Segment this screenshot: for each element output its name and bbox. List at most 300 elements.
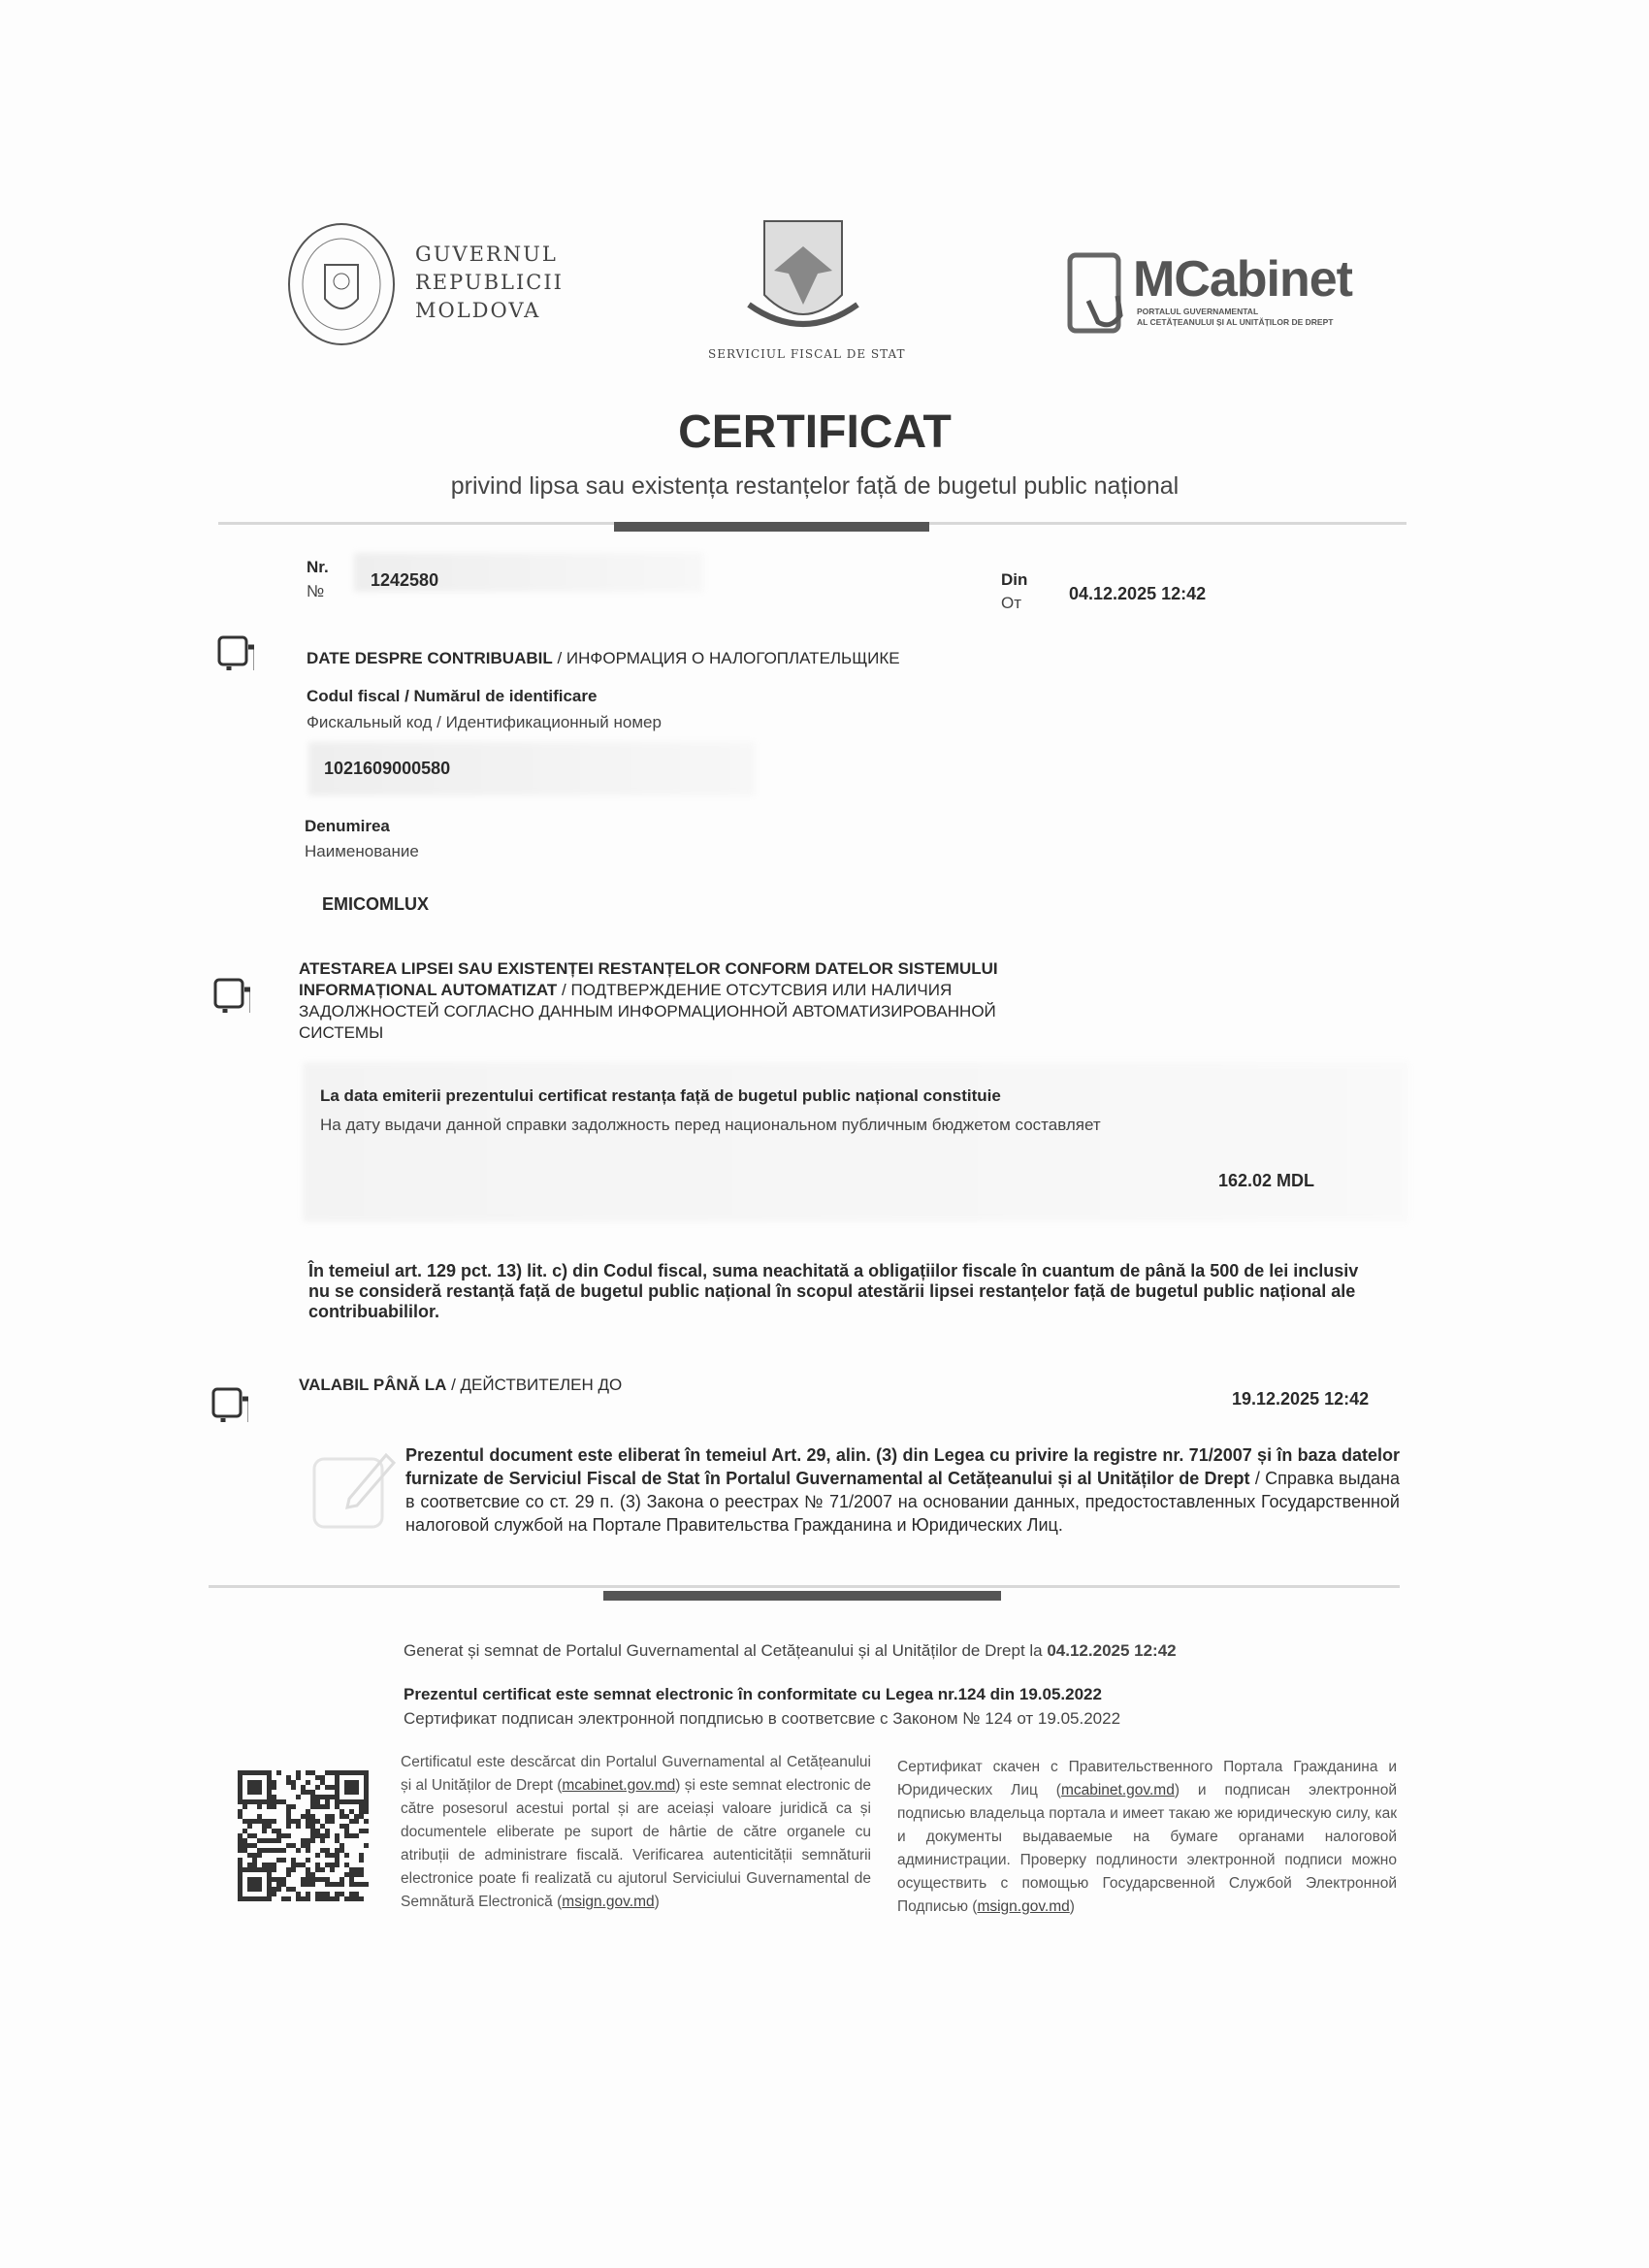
- qr-module: [359, 1809, 364, 1814]
- qr-module: [247, 1882, 252, 1887]
- qr-module: [359, 1853, 364, 1858]
- fiscal-service-emblem-logo: [745, 217, 861, 341]
- qr-module: [335, 1892, 340, 1896]
- qr-module: [252, 1853, 257, 1858]
- qr-module: [296, 1795, 301, 1799]
- mcabinet-hand-icon: [1067, 252, 1129, 336]
- copy-icon: [217, 635, 254, 670]
- qr-module: [276, 1829, 281, 1833]
- qr-module: [242, 1799, 247, 1804]
- qr-module: [267, 1863, 272, 1867]
- qr-module: [349, 1785, 354, 1790]
- valid-until-date: 19.12.2025 12:42: [1232, 1389, 1370, 1409]
- date-label: Din: [1001, 570, 1028, 589]
- qr-module: [315, 1833, 320, 1838]
- qr-module: [262, 1848, 267, 1853]
- qr-module: [296, 1824, 301, 1829]
- qr-module: [354, 1780, 359, 1785]
- qr-module: [238, 1795, 242, 1799]
- qr-module: [310, 1833, 315, 1838]
- qr-module: [315, 1795, 320, 1799]
- qr-module: [364, 1795, 369, 1799]
- qr-module: [247, 1780, 252, 1785]
- qr-module: [325, 1785, 330, 1790]
- qr-module: [252, 1819, 257, 1824]
- qr-module: [247, 1819, 252, 1824]
- qr-module: [344, 1814, 349, 1819]
- qr-module: [238, 1887, 242, 1892]
- qr-module: [320, 1838, 325, 1843]
- qr-module: [286, 1872, 291, 1877]
- qr-module: [306, 1877, 310, 1882]
- qr-module: [247, 1877, 252, 1882]
- qr-module: [344, 1863, 349, 1867]
- edit-pencil-icon: [310, 1445, 398, 1533]
- taxpayer-section-heading: DATE DESPRE CONTRIBUABIL / ИНФОРМАЦИЯ О НАЛОГОПЛАТЕЛЬЩИКЕ: [307, 649, 900, 667]
- qr-module: [315, 1785, 320, 1790]
- qr-module: [286, 1896, 291, 1901]
- qr-module: [364, 1780, 369, 1785]
- qr-module: [238, 1790, 242, 1795]
- qr-module: [257, 1804, 262, 1809]
- qr-module: [252, 1858, 257, 1863]
- qr-module: [272, 1819, 276, 1824]
- qr-module: [267, 1775, 272, 1780]
- qr-module: [267, 1799, 272, 1804]
- qr-module: [354, 1872, 359, 1877]
- qr-module: [272, 1785, 276, 1790]
- qr-module: [267, 1824, 272, 1829]
- qr-module: [262, 1838, 267, 1843]
- name-label-ru: Наименование: [305, 842, 419, 860]
- qr-module: [286, 1867, 291, 1872]
- qr-module: [306, 1814, 310, 1819]
- qr-module: [354, 1770, 359, 1775]
- mcabinet-link[interactable]: mcabinet.gov.md: [562, 1777, 676, 1794]
- signed-statement: Prezentul certificat este semnat electronic în conformitate cu Legea nr.124 din 19.05.2022: [404, 1685, 1102, 1703]
- qr-module: [320, 1892, 325, 1896]
- qr-module: [359, 1804, 364, 1809]
- qr-module: [272, 1804, 276, 1809]
- qr-module: [301, 1863, 306, 1867]
- qr-module: [291, 1804, 296, 1809]
- qr-module: [238, 1896, 242, 1901]
- qr-module: [320, 1775, 325, 1780]
- footer-note-ro: Certificatul este descărcat din Portalul Guvernamental al Cetățeanului și al Unităților de Drept (mcabinet.gov.md) și este semnat electronic de către posesorul acestui portal și are aceiași valoare juridică ca și documentele eliberate pe suport de hârtie de către organele cu atribuții de administrare fiscală. Verificarea autenticității semnăturii electronice poate fi realizată cu ajutorul Serviciului Guvernamental de Semnătură Electronică (msign.gov.md): [401, 1754, 871, 1910]
- qr-module: [286, 1780, 291, 1785]
- qr-module: [252, 1877, 257, 1882]
- qr-module: [340, 1882, 344, 1887]
- qr-module: [238, 1809, 242, 1814]
- qr-module: [364, 1804, 369, 1809]
- qr-module: [301, 1838, 306, 1843]
- qr-module: [344, 1770, 349, 1775]
- qr-module: [257, 1896, 262, 1901]
- qr-module: [276, 1887, 281, 1892]
- qr-module: [267, 1780, 272, 1785]
- qr-module: [340, 1843, 344, 1848]
- qr-module: [272, 1795, 276, 1799]
- msign-link[interactable]: msign.gov.md: [977, 1898, 1070, 1915]
- qr-module: [238, 1877, 242, 1882]
- qr-module: [296, 1863, 301, 1867]
- qr-module: [315, 1867, 320, 1872]
- qr-module: [238, 1775, 242, 1780]
- msign-link[interactable]: msign.gov.md: [562, 1894, 655, 1910]
- qr-module: [238, 1799, 242, 1804]
- qr-module: [296, 1848, 301, 1853]
- qr-module: [344, 1853, 349, 1858]
- qr-module: [335, 1882, 340, 1887]
- qr-module: [286, 1819, 291, 1824]
- qr-module: [364, 1829, 369, 1833]
- number-label: Nr.: [307, 558, 329, 576]
- qr-module: [267, 1882, 272, 1887]
- qr-module: [364, 1819, 369, 1824]
- qr-code[interactable]: [238, 1770, 369, 1901]
- qr-module: [252, 1882, 257, 1887]
- qr-module: [310, 1877, 315, 1882]
- qr-module: [301, 1790, 306, 1795]
- qr-module: [286, 1824, 291, 1829]
- legal-note: În temeiul art. 129 pct. 13) lit. c) din Codul fiscal, suma neachitată a obligațiilor fiscale în cuantum de până la 500 de lei inclusiv nu se consideră restanță față de bugetul public național în scopul atestării lipsei restanțelor față de bugetul public național ale contribuabililor.: [308, 1261, 1359, 1321]
- qr-module: [325, 1804, 330, 1809]
- qr-module: [306, 1858, 310, 1863]
- qr-module: [354, 1785, 359, 1790]
- qr-module: [252, 1896, 257, 1901]
- qr-module: [262, 1824, 267, 1829]
- qr-module: [281, 1882, 286, 1887]
- qr-module: [286, 1887, 291, 1892]
- qr-module: [267, 1838, 272, 1843]
- qr-module: [281, 1858, 286, 1863]
- qr-module: [315, 1819, 320, 1824]
- qr-module: [301, 1877, 306, 1882]
- qr-module: [335, 1848, 340, 1853]
- qr-module: [340, 1824, 344, 1829]
- qr-module: [306, 1819, 310, 1824]
- qr-module: [272, 1863, 276, 1867]
- qr-module: [344, 1780, 349, 1785]
- qr-module: [301, 1785, 306, 1790]
- qr-module: [252, 1833, 257, 1838]
- qr-module: [296, 1892, 301, 1896]
- qr-module: [315, 1892, 320, 1896]
- qr-module: [257, 1819, 262, 1824]
- qr-module: [247, 1867, 252, 1872]
- qr-module: [306, 1770, 310, 1775]
- qr-module: [242, 1848, 247, 1853]
- qr-module: [344, 1799, 349, 1804]
- qr-module: [257, 1882, 262, 1887]
- qr-module: [247, 1843, 252, 1848]
- qr-module: [364, 1770, 369, 1775]
- qr-module: [257, 1799, 262, 1804]
- qr-module: [281, 1877, 286, 1882]
- qr-module: [364, 1775, 369, 1780]
- qr-module: [286, 1833, 291, 1838]
- qr-module: [354, 1833, 359, 1838]
- qr-module: [325, 1863, 330, 1867]
- qr-module: [296, 1770, 301, 1775]
- qr-module: [310, 1770, 315, 1775]
- qr-module: [364, 1799, 369, 1804]
- qr-module: [242, 1819, 247, 1824]
- attestation-section-heading: ATESTAREA LIPSEI SAU EXISTENȚEI RESTANȚELOR CONFORM DATELOR SISTEMULUI INFORMAȚIONAL AUTOMATIZAT / ПОДТВЕРЖДЕНИЕ ОТСУТСВИЯ ИЛИ НАЛИЧИЯ ЗАДОЛЖНОСТЕЙ СОГЛАСНО ДАННЫМ ИНФОРМАЦИОННОЙ АВТОМАТИЗИРОВАННОЙ СИСТЕМЫ: [299, 959, 998, 1042]
- qr-module: [310, 1804, 315, 1809]
- qr-module: [242, 1829, 247, 1833]
- qr-module: [276, 1799, 281, 1804]
- qr-module: [306, 1867, 310, 1872]
- qr-module: [286, 1804, 291, 1809]
- qr-module: [252, 1843, 257, 1848]
- qr-module: [364, 1785, 369, 1790]
- qr-module: [291, 1780, 296, 1785]
- qr-module: [247, 1790, 252, 1795]
- qr-module: [301, 1814, 306, 1819]
- qr-module: [310, 1872, 315, 1877]
- qr-module: [281, 1833, 286, 1838]
- qr-module: [354, 1799, 359, 1804]
- qr-module: [306, 1882, 310, 1887]
- qr-module: [335, 1896, 340, 1901]
- qr-module: [325, 1819, 330, 1824]
- qr-module: [252, 1780, 257, 1785]
- qr-module: [252, 1785, 257, 1790]
- qr-module: [359, 1770, 364, 1775]
- qr-module: [325, 1848, 330, 1853]
- qr-module: [349, 1882, 354, 1887]
- qr-module: [262, 1867, 267, 1872]
- footer-note-ru: Сертификат скачен с Правительственного Портала Гражданина и Юридических Лиц (mcabinet.gov.md) и подписан электронной подписью владельца портала и имеет такаю же юридическую силу, как и документы выдаваемые на бумаге органами налоговой администрации. Проверку подлиности электронной подписи можно осуществить с помощью Государсвенной Службой Электронной Подписью (msign.gov.md): [897, 1759, 1397, 1915]
- qr-module: [335, 1853, 340, 1858]
- qr-module: [315, 1896, 320, 1901]
- qr-module: [335, 1795, 340, 1799]
- qr-module: [330, 1863, 335, 1867]
- qr-module: [320, 1824, 325, 1829]
- qr-module: [272, 1780, 276, 1785]
- qr-module: [257, 1867, 262, 1872]
- qr-module: [276, 1877, 281, 1882]
- qr-module: [276, 1882, 281, 1887]
- qr-module: [325, 1770, 330, 1775]
- qr-module: [276, 1770, 281, 1775]
- qr-module: [340, 1848, 344, 1853]
- qr-module: [286, 1809, 291, 1814]
- legal-basis-paragraph: Prezentul document este eliberat în temeiul Art. 29, alin. (3) din Legea cu privire la registre nr. 71/2007 și în baza datelor furnizate de Serviciul Fiscal de Stat în Portalul Guvernamental al Cetățeanului și al Unităților de Drept / Справка выдана в соответсвие со ст. 29 п. (3) Закона о реестрах № 71/2007 на основании данных, предостоставленных Государственной налоговой службой на Портале Правительства Гражданина и Юридических Лиц.: [405, 1445, 1400, 1535]
- page-subtitle: privind lipsa sau existența restanțelor față de bugetul public național: [450, 472, 1180, 500]
- qr-module: [267, 1896, 272, 1901]
- qr-module: [267, 1867, 272, 1872]
- qr-module: [349, 1867, 354, 1872]
- qr-module: [315, 1877, 320, 1882]
- qr-module: [276, 1858, 281, 1863]
- qr-module: [330, 1882, 335, 1887]
- qr-module: [238, 1882, 242, 1887]
- debt-amount: 162.02 MDL: [1218, 1171, 1315, 1190]
- qr-module: [247, 1853, 252, 1858]
- qr-module: [320, 1877, 325, 1882]
- qr-module: [315, 1775, 320, 1780]
- qr-module: [257, 1770, 262, 1775]
- qr-module: [238, 1785, 242, 1790]
- qr-module: [257, 1814, 262, 1819]
- qr-module: [349, 1896, 354, 1901]
- qr-module: [262, 1896, 267, 1901]
- qr-module: [335, 1799, 340, 1804]
- qr-module: [272, 1799, 276, 1804]
- qr-module: [330, 1819, 335, 1824]
- qr-module: [267, 1770, 272, 1775]
- qr-module: [325, 1799, 330, 1804]
- qr-module: [272, 1867, 276, 1872]
- qr-module: [267, 1877, 272, 1882]
- qr-module: [330, 1896, 335, 1901]
- mcabinet-link[interactable]: mcabinet.gov.md: [1060, 1782, 1175, 1798]
- qr-module: [306, 1896, 310, 1901]
- qr-module: [340, 1799, 344, 1804]
- generated-statement: Generat și semnat de Portalul Guvernamental al Cetățeanului și al Unităților de Drept la 04.12.2025 12:42: [404, 1641, 1177, 1660]
- qr-module: [291, 1843, 296, 1848]
- divider-accent: [603, 1591, 1001, 1601]
- qr-module: [315, 1829, 320, 1833]
- qr-module: [344, 1833, 349, 1838]
- qr-module: [306, 1824, 310, 1829]
- qr-module: [276, 1838, 281, 1843]
- qr-module: [272, 1838, 276, 1843]
- qr-module: [267, 1892, 272, 1896]
- qr-module: [272, 1829, 276, 1833]
- qr-module: [335, 1785, 340, 1790]
- qr-module: [252, 1790, 257, 1795]
- qr-module: [262, 1863, 267, 1867]
- qr-module: [242, 1896, 247, 1901]
- qr-module: [335, 1858, 340, 1863]
- qr-module: [257, 1848, 262, 1853]
- qr-module: [247, 1824, 252, 1829]
- qr-module: [330, 1770, 335, 1775]
- divider-accent: [614, 522, 929, 532]
- fiscal-code-label: Codul fiscal / Numărul de identificare: [307, 687, 598, 705]
- qr-module: [310, 1838, 315, 1843]
- qr-module: [306, 1790, 310, 1795]
- qr-module: [325, 1814, 330, 1819]
- qr-module: [286, 1775, 291, 1780]
- qr-module: [306, 1848, 310, 1853]
- qr-module: [359, 1896, 364, 1901]
- issue-date: 04.12.2025 12:42: [1069, 584, 1207, 603]
- qr-module: [335, 1790, 340, 1795]
- qr-module: [262, 1770, 267, 1775]
- qr-module: [349, 1799, 354, 1804]
- fiscal-code-label-ru: Фискальный код / Идентификационный номер: [307, 713, 662, 731]
- qr-module: [247, 1896, 252, 1901]
- qr-module: [257, 1790, 262, 1795]
- qr-module: [247, 1799, 252, 1804]
- qr-module: [349, 1872, 354, 1877]
- qr-module: [306, 1838, 310, 1843]
- qr-module: [349, 1790, 354, 1795]
- qr-module: [272, 1887, 276, 1892]
- qr-module: [306, 1809, 310, 1814]
- qr-module: [247, 1887, 252, 1892]
- qr-module: [364, 1843, 369, 1848]
- qr-module: [257, 1853, 262, 1858]
- qr-module: [325, 1896, 330, 1901]
- qr-module: [354, 1819, 359, 1824]
- qr-module: [359, 1814, 364, 1819]
- qr-module: [354, 1896, 359, 1901]
- qr-module: [330, 1795, 335, 1799]
- qr-module: [291, 1858, 296, 1863]
- qr-module: [340, 1892, 344, 1896]
- qr-module: [267, 1785, 272, 1790]
- qr-module: [315, 1799, 320, 1804]
- qr-module: [315, 1804, 320, 1809]
- qr-module: [247, 1770, 252, 1775]
- qr-module: [267, 1795, 272, 1799]
- qr-module: [238, 1770, 242, 1775]
- qr-module: [320, 1833, 325, 1838]
- qr-module: [349, 1809, 354, 1814]
- page-title: CERTIFICAT: [678, 406, 952, 458]
- qr-module: [242, 1804, 247, 1809]
- qr-module: [252, 1887, 257, 1892]
- qr-module: [247, 1863, 252, 1867]
- qr-module: [325, 1877, 330, 1882]
- number-label-ru: №: [307, 582, 325, 600]
- qr-module: [359, 1829, 364, 1833]
- qr-module: [301, 1896, 306, 1901]
- qr-module: [320, 1867, 325, 1872]
- qr-module: [257, 1887, 262, 1892]
- fiscal-service-caption: SERVICIUL FISCAL DE STAT: [708, 347, 906, 361]
- qr-module: [301, 1843, 306, 1848]
- qr-module: [281, 1896, 286, 1901]
- qr-module: [349, 1833, 354, 1838]
- qr-module: [238, 1843, 242, 1848]
- qr-module: [344, 1896, 349, 1901]
- qr-module: [310, 1814, 315, 1819]
- qr-module: [238, 1863, 242, 1867]
- qr-module: [272, 1848, 276, 1853]
- qr-module: [257, 1785, 262, 1790]
- qr-module: [238, 1872, 242, 1877]
- qr-module: [257, 1877, 262, 1882]
- qr-module: [325, 1892, 330, 1896]
- qr-module: [291, 1785, 296, 1790]
- qr-module: [242, 1838, 247, 1843]
- qr-module: [344, 1790, 349, 1795]
- qr-module: [335, 1770, 340, 1775]
- qr-module: [310, 1824, 315, 1829]
- debt-statement: La data emiterii prezentului certificat restanța față de bugetul public național constituie: [320, 1086, 1001, 1105]
- qr-module: [281, 1799, 286, 1804]
- qr-module: [340, 1770, 344, 1775]
- signed-statement-ru: Сертификат подписан электронной попдписью в соответсвие с Законом № 124 от 19.05.2022: [404, 1709, 1121, 1728]
- qr-module: [335, 1775, 340, 1780]
- qr-module: [354, 1867, 359, 1872]
- qr-module: [306, 1872, 310, 1877]
- validity-heading: VALABIL PÂNĂ LA / ДЕЙСТВИТЕЛЕН ДО: [299, 1376, 623, 1394]
- qr-module: [359, 1858, 364, 1863]
- qr-module: [310, 1829, 315, 1833]
- qr-module: [247, 1785, 252, 1790]
- qr-module: [320, 1896, 325, 1901]
- qr-module: [344, 1829, 349, 1833]
- qr-module: [301, 1882, 306, 1887]
- qr-module: [344, 1785, 349, 1790]
